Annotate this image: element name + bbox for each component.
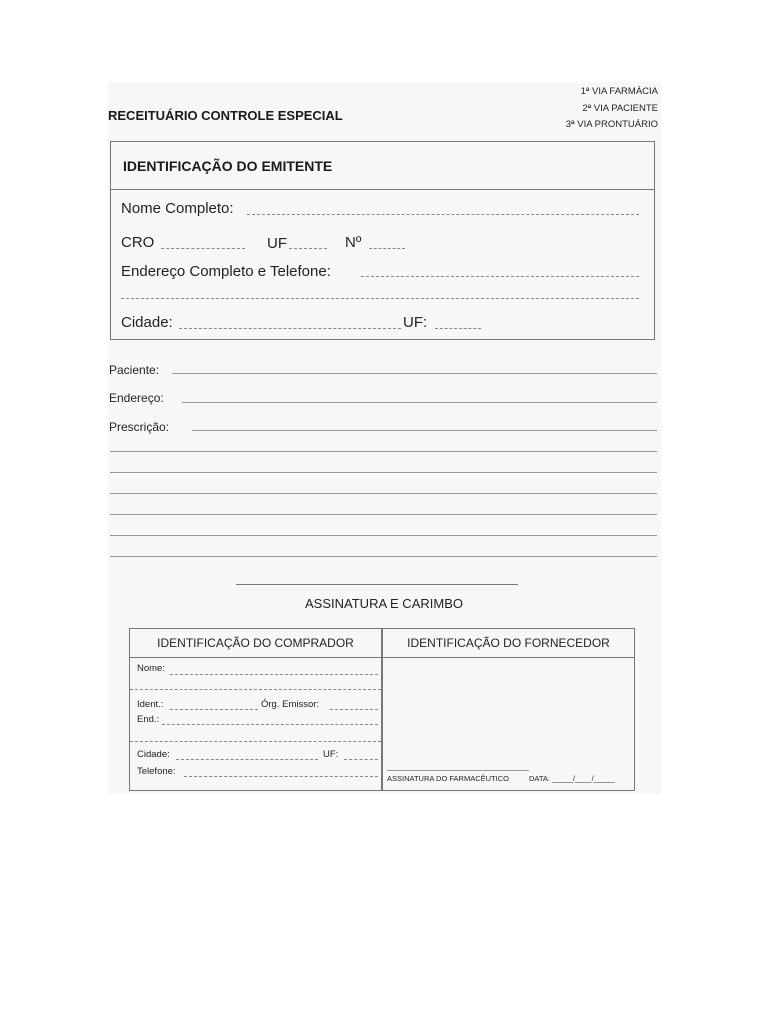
- farmaceutico-signature-line[interactable]: [387, 770, 529, 771]
- paciente-field[interactable]: [172, 373, 657, 374]
- comprador-title: IDENTIFICAÇÃO DO COMPRADOR: [130, 629, 381, 658]
- comprador-uf-label: UF:: [323, 749, 339, 760]
- form-title: RECEITUÁRIO CONTROLE ESPECIAL: [108, 108, 343, 123]
- comprador-uf-field[interactable]: [344, 759, 378, 760]
- comprador-divider: [130, 741, 381, 742]
- endereco-telefone-field[interactable]: [361, 276, 639, 277]
- prescricao-label: Prescrição:: [109, 420, 170, 434]
- emitente-section: [110, 141, 655, 340]
- cro-field[interactable]: [161, 248, 245, 249]
- comprador-ident-label: Ident.:: [137, 699, 164, 710]
- comprador-cidade-field[interactable]: [176, 759, 318, 760]
- prescricao-line[interactable]: [110, 472, 657, 473]
- uf-field[interactable]: [289, 248, 327, 249]
- comprador-nome-label: Nome:: [137, 663, 165, 674]
- cidade-label: Cidade:: [121, 314, 173, 331]
- prescricao-line[interactable]: [110, 451, 657, 452]
- prescricao-line[interactable]: [110, 514, 657, 515]
- comprador-cidade-label: Cidade:: [137, 749, 170, 760]
- uf-label: UF: [267, 235, 287, 252]
- comprador-orgao-label: Órg. Emissor:: [261, 699, 320, 710]
- fornecedor-title: IDENTIFICAÇÃO DO FORNECEDOR: [383, 629, 634, 658]
- numero-field[interactable]: [369, 248, 405, 249]
- emitente-header: [111, 142, 654, 190]
- emitente-title: IDENTIFICAÇÃO DO EMITENTE: [123, 158, 333, 174]
- signature-line[interactable]: [236, 584, 518, 585]
- endereco-telefone-field-2[interactable]: [121, 298, 639, 299]
- endereco-field[interactable]: [182, 402, 657, 403]
- comprador-ident-field[interactable]: [170, 709, 258, 710]
- via-paciente: 2ª VIA PACIENTE: [582, 102, 658, 114]
- uf2-label: UF:: [403, 314, 428, 331]
- comprador-end-label: End.:: [137, 714, 160, 725]
- comprador-telefone-field[interactable]: [184, 776, 378, 777]
- comprador-divider: [130, 689, 381, 690]
- signature-label: ASSINATURA E CARIMBO: [305, 596, 463, 611]
- nome-completo-label: Nome Completo:: [121, 200, 234, 217]
- prescricao-line[interactable]: [110, 535, 657, 536]
- fornecedor-section: [382, 628, 635, 791]
- endereco-label: Endereço:: [109, 391, 164, 405]
- farmaceutico-label: ASSINATURA DO FARMACÊUTICO: [387, 774, 509, 783]
- prescricao-line[interactable]: [110, 556, 657, 557]
- prescricao-field[interactable]: [192, 430, 657, 431]
- data-field[interactable]: DATA: _____/____/_____: [529, 774, 615, 783]
- comprador-section: [129, 628, 382, 791]
- endereco-telefone-label: Endereço Completo e Telefone:: [121, 263, 331, 280]
- comprador-orgao-field[interactable]: [330, 709, 378, 710]
- comprador-telefone-label: Telefone:: [137, 766, 176, 777]
- via-farmacia: 1ª VIA FARMÁCIA: [580, 86, 658, 97]
- prescricao-line[interactable]: [110, 493, 657, 494]
- comprador-end-field[interactable]: [162, 724, 378, 725]
- cidade-field[interactable]: [179, 328, 401, 329]
- uf2-field[interactable]: [435, 328, 481, 329]
- cro-label: CRO: [121, 234, 155, 251]
- via-prontuario: 3ª VIA PRONTUÁRIO: [565, 119, 658, 130]
- nome-completo-field[interactable]: [247, 214, 639, 215]
- copy-routing: [566, 84, 658, 134]
- paciente-label: Paciente:: [109, 363, 160, 377]
- comprador-nome-field[interactable]: [170, 674, 378, 675]
- numero-label: Nº: [345, 234, 362, 251]
